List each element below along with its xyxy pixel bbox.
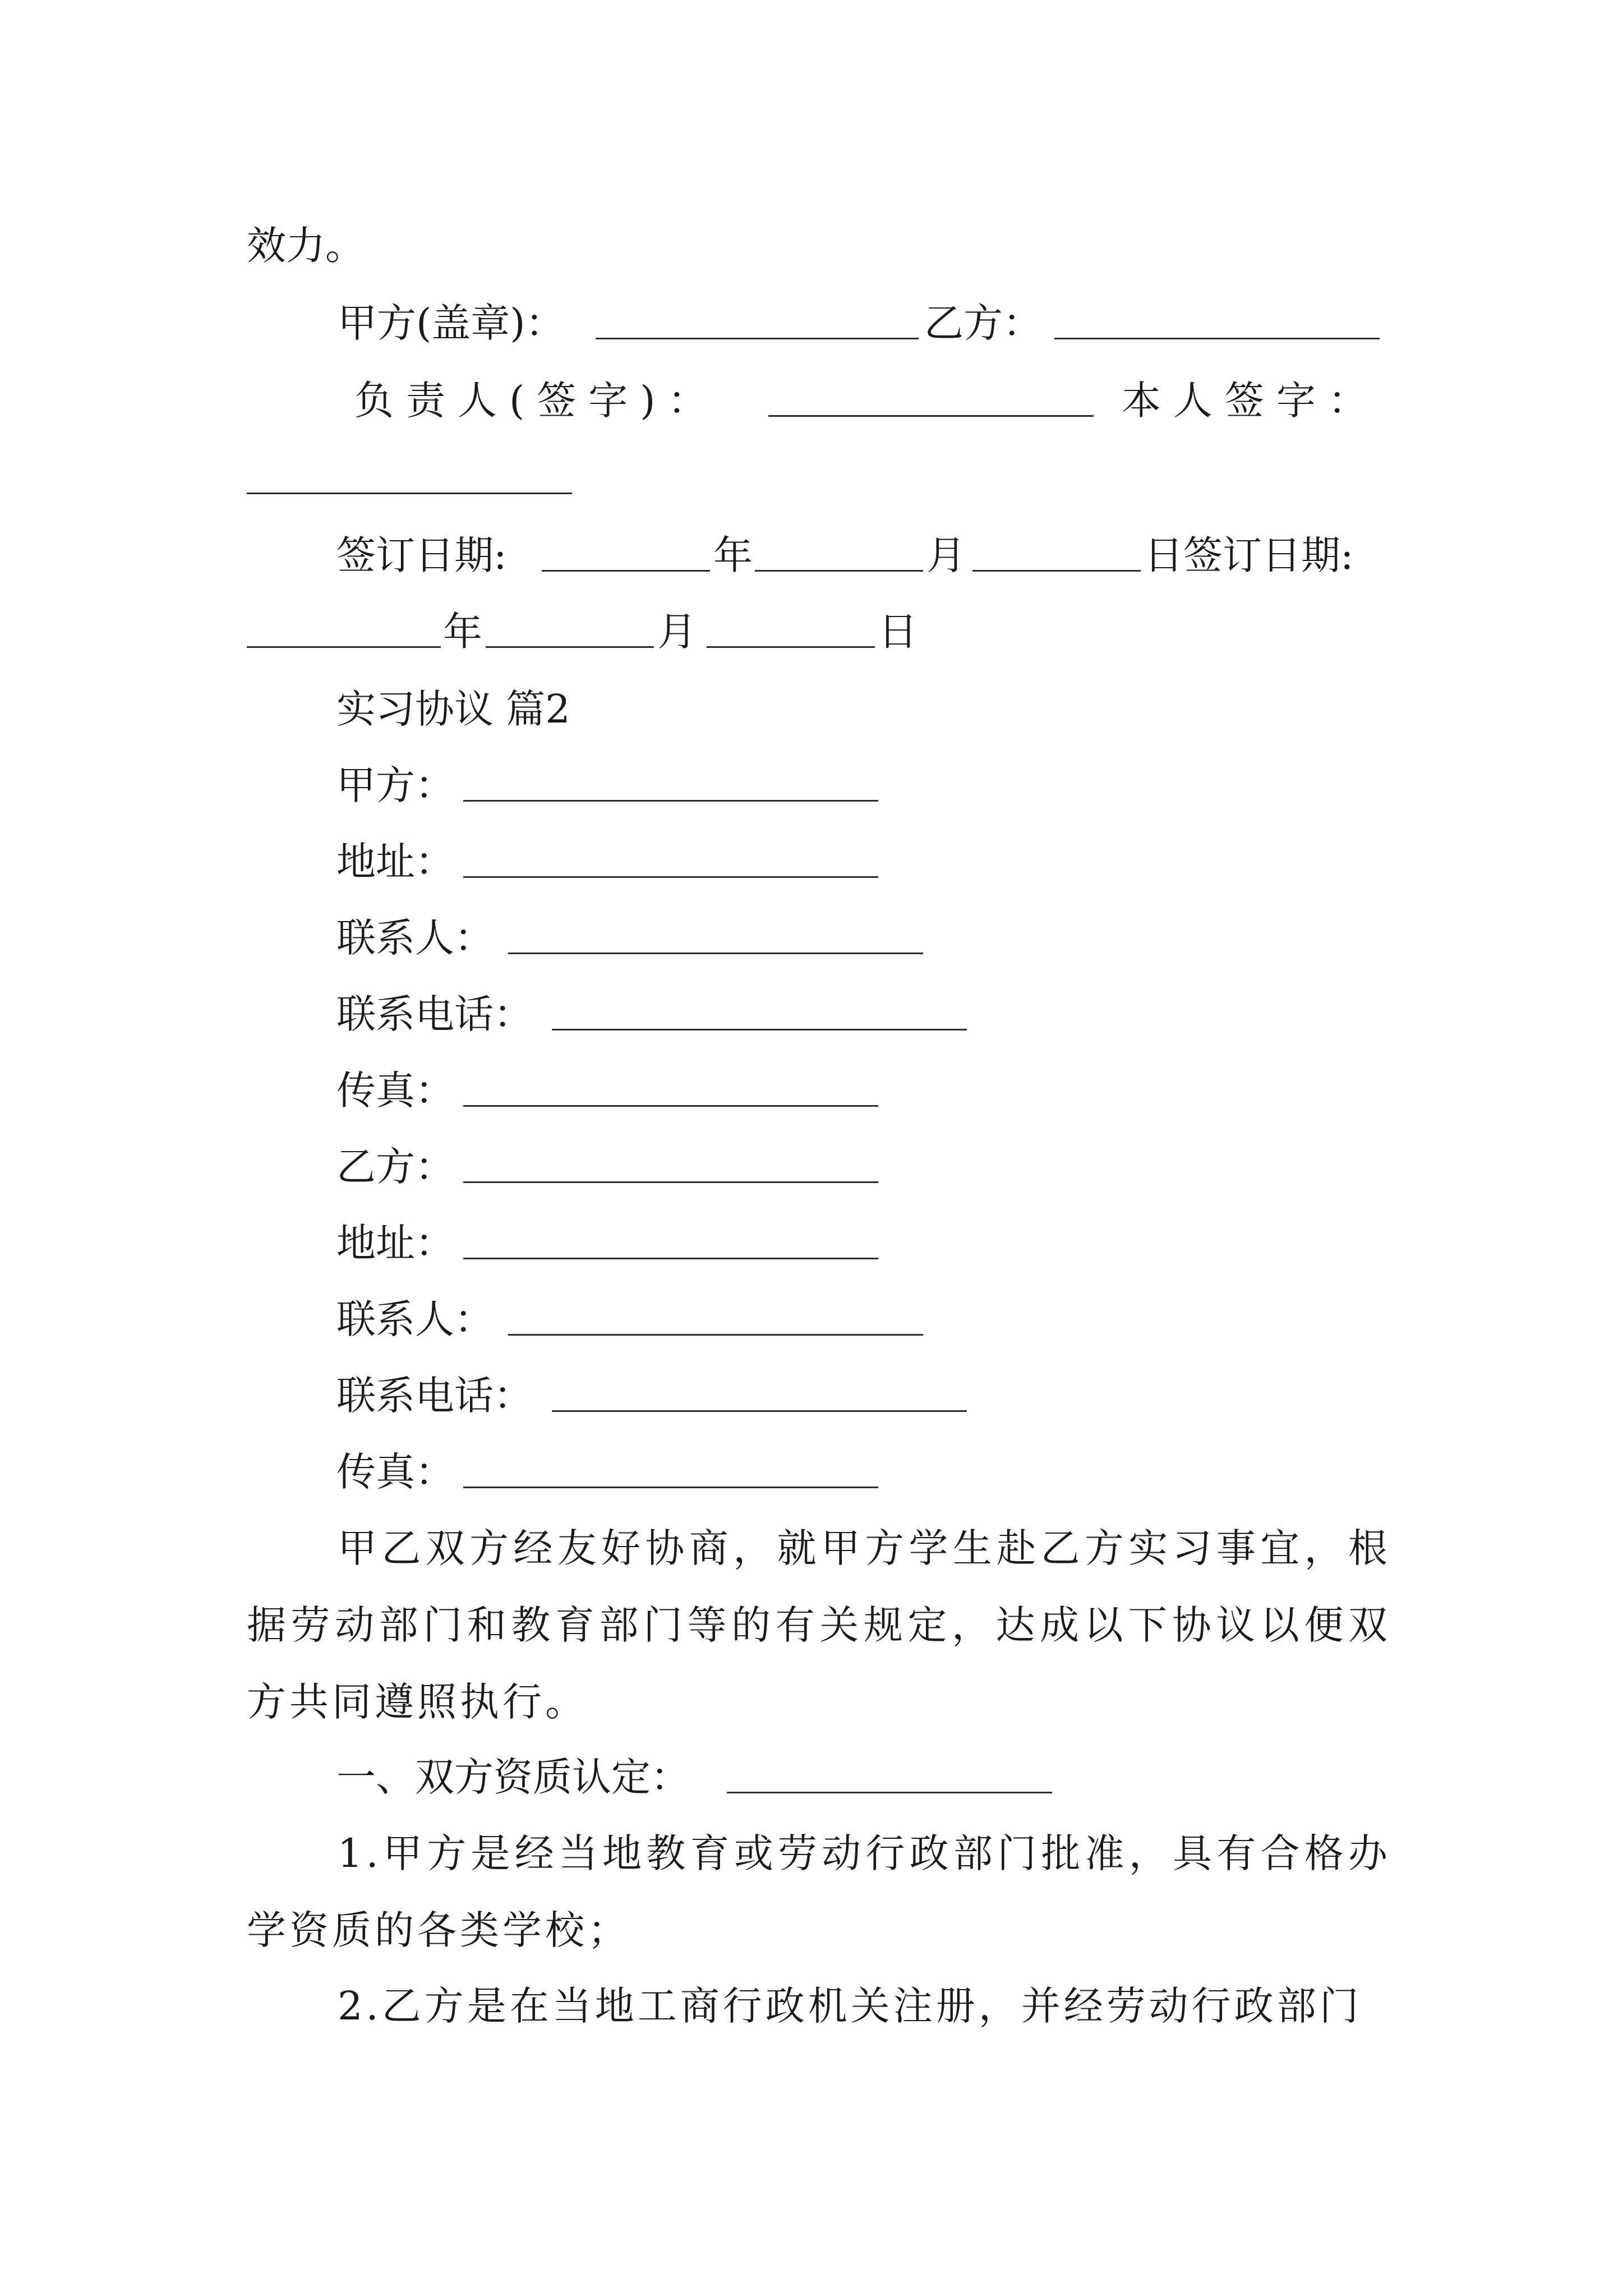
party-a-phone-line [0, 981, 1623, 1048]
text-line [0, 212, 1623, 279]
clause-1-heading-line [0, 1743, 1623, 1811]
party-b-phone-label: 联系电话： [336, 1373, 533, 1419]
party-b-label: 乙方： [924, 300, 1042, 346]
party-a-phone-label: 联系电话： [336, 991, 533, 1037]
date-year-blank[interactable] [542, 570, 710, 572]
clause-1-blank[interactable] [727, 1792, 1052, 1793]
party-b-fax-label: 传真： [336, 1449, 454, 1495]
responsible-signature-label: 负责人(签字)： [354, 378, 720, 424]
section-title: 实习协议 篇2 [336, 686, 570, 732]
party-a-address-label: 地址： [336, 839, 454, 885]
party-a-blank[interactable] [463, 800, 878, 802]
party-a-address-blank[interactable] [463, 876, 878, 878]
date-day-blank-2[interactable] [707, 646, 875, 648]
party-a-fax-line [0, 1057, 1623, 1124]
party-a-seal-blank[interactable] [596, 338, 919, 339]
party-a-label: 甲方： [336, 762, 454, 808]
party-b-blank[interactable] [1054, 338, 1380, 339]
party-b-contact-label: 联系人： [336, 1296, 494, 1342]
party-a-fax-label: 传真： [336, 1068, 454, 1114]
sign-date-line-1 [0, 522, 1623, 589]
year-label-2: 年 [443, 609, 482, 655]
party-a-contact-line [0, 904, 1623, 972]
party-a-seal-label: 甲方(盖章)： [338, 300, 565, 346]
clause-1-item-2: 2.乙方是在当地工商行政机关注册，并经劳动行政部门 [338, 1983, 1362, 2029]
sign-line-signatures [0, 367, 1623, 434]
day-sign-date-label: 日签订日期: [1144, 532, 1354, 578]
month-label: 月 [926, 532, 966, 578]
year-label: 年 [713, 532, 753, 578]
party-b-info-label: 乙方： [336, 1144, 454, 1190]
party-a-contact-blank[interactable] [508, 953, 923, 954]
top-text: 效力。 [247, 223, 365, 269]
party-b-fax-line [0, 1438, 1623, 1506]
date-month-blank[interactable] [755, 570, 923, 572]
party-b-info-blank[interactable] [463, 1181, 878, 1183]
section-title-line [0, 675, 1623, 743]
party-b-line [0, 1133, 1623, 1200]
party-a-fax-blank[interactable] [463, 1105, 878, 1107]
party-b-address-blank[interactable] [463, 1258, 878, 1259]
sign-date-label: 签订日期: [336, 532, 507, 578]
responsible-signature-blank[interactable] [768, 415, 1094, 417]
date-month-blank-2[interactable] [486, 646, 654, 648]
sign-line-self-blank [0, 444, 1623, 512]
party-b-contact-line [0, 1286, 1623, 1353]
month-label-2: 月 [657, 609, 697, 655]
sign-line-parties [0, 289, 1623, 357]
party-b-address-label: 地址： [336, 1220, 454, 1266]
party-b-fax-blank[interactable] [463, 1487, 878, 1488]
day-label-2: 日 [878, 609, 917, 655]
intro-paragraph: 甲乙双方经友好协商，就甲方学生赴乙方实习事宜，根据劳动部门和教育部门等的有关规定，达成以下协议以便双方共同遵照执行。 [247, 1525, 1391, 1725]
party-b-phone-blank[interactable] [552, 1410, 967, 1412]
date-day-blank[interactable] [972, 570, 1141, 572]
party-a-phone-blank[interactable] [552, 1029, 967, 1030]
date-year-blank-2[interactable] [247, 646, 441, 648]
party-b-address-line [0, 1209, 1623, 1277]
self-signature-label: 本人签字： [1122, 378, 1380, 424]
sign-date-line-2 [0, 598, 1623, 665]
party-a-line [0, 752, 1623, 819]
self-signature-blank[interactable] [247, 493, 572, 494]
clause-1-heading: 一、双方资质认定： [336, 1754, 690, 1800]
party-b-phone-line [0, 1362, 1623, 1429]
clause-1-item-1: 1.甲方是经当地教育或劳动行政部门批准，具有合格办学资质的各类学校； [247, 1830, 1391, 1953]
party-a-address-line [0, 828, 1623, 895]
party-a-contact-label: 联系人： [336, 915, 494, 961]
party-b-contact-blank[interactable] [508, 1334, 923, 1336]
